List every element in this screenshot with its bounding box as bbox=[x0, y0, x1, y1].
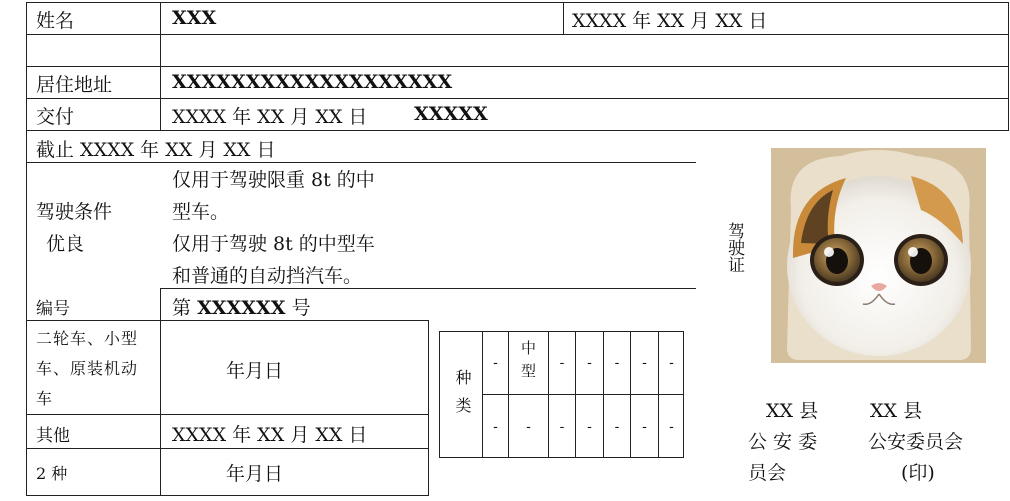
type-cell-r1-c1: - bbox=[493, 354, 498, 371]
type-cell-r2-c1: - bbox=[493, 418, 498, 435]
rule-1 bbox=[26, 34, 1009, 35]
motor-label-line-1: 二轮车、小型 bbox=[36, 329, 139, 348]
address-label: 居住地址 bbox=[36, 74, 113, 96]
cat-photo bbox=[771, 148, 986, 363]
type-cell-r2-c5: - bbox=[614, 418, 620, 435]
serial-number: XXXXXX bbox=[197, 297, 286, 319]
rule-7 bbox=[26, 320, 429, 321]
birth-date: XXXX 年 XX 月 XX 日 bbox=[572, 10, 768, 32]
conditions-line-4: 和普通的自动挡汽车。 bbox=[172, 265, 363, 287]
expiry-text: 截止 XXXX 年 XX 月 XX 日 bbox=[36, 139, 276, 161]
type-cell-r1-c7: - bbox=[669, 354, 674, 371]
serial-value bbox=[172, 293, 311, 320]
serial-suffix: 号 bbox=[291, 297, 311, 319]
type-cell-r2-c6: - bbox=[642, 418, 647, 435]
license-vertical-label: 驾驶证 bbox=[724, 222, 744, 273]
type-cell-r2-c7: - bbox=[669, 418, 674, 435]
type2-label: 2 种 bbox=[36, 464, 68, 483]
issuer-seal: (印) bbox=[901, 462, 935, 484]
rule-5 bbox=[26, 162, 696, 163]
conditions-line-2: 型车。 bbox=[172, 201, 230, 223]
type-grid-header: 种类 bbox=[453, 369, 472, 425]
issue-code: XXXXX bbox=[414, 103, 488, 125]
issue-label: 交付 bbox=[36, 106, 75, 128]
name-label: 姓名 bbox=[36, 10, 75, 32]
type-cell-r1-c6: - bbox=[642, 354, 647, 371]
name-value: XXX bbox=[172, 7, 217, 29]
border-left bbox=[26, 2, 27, 496]
col-sep-label-lower bbox=[160, 288, 161, 495]
issue-date: XXXX 年 XX 月 XX 日 bbox=[172, 106, 368, 128]
motor-date: 年月日 bbox=[226, 360, 284, 382]
border-top bbox=[26, 2, 1009, 3]
rule-4 bbox=[26, 130, 1009, 131]
motor-label-line-2: 车、原装机动 bbox=[36, 359, 139, 378]
conditions-line-3: 仅用于驾驶 8t 的中型车 bbox=[172, 233, 375, 255]
type-cell-r1-c5: - bbox=[614, 354, 620, 371]
rule-3 bbox=[26, 98, 1009, 99]
other-date: XXXX 年 XX 月 XX 日 bbox=[172, 424, 368, 446]
issuer-county-left: XX 县 bbox=[766, 400, 819, 422]
type-cell-r1-c3: - bbox=[559, 354, 565, 371]
rule-9 bbox=[26, 448, 429, 449]
conditions-rating: 优良 bbox=[46, 233, 85, 255]
conditions-label: 驾驶条件 bbox=[36, 201, 113, 223]
serial-label: 编号 bbox=[36, 299, 70, 319]
col-sep-label bbox=[160, 2, 161, 130]
issuer-county-right: XX 县 bbox=[870, 400, 923, 422]
type-cell-r2-c3: - bbox=[559, 418, 565, 435]
rule-2 bbox=[26, 66, 1009, 67]
col-sep-date bbox=[563, 2, 564, 34]
issuer-right-line-2: 公安委员会 bbox=[868, 431, 964, 453]
type-cell-r2-c2: - bbox=[526, 418, 531, 435]
type-cell-r1-c2-text: 中型 bbox=[519, 339, 537, 386]
other-label: 其他 bbox=[36, 426, 70, 446]
col-sep-category bbox=[428, 320, 429, 496]
type-cell-r2-c4: - bbox=[587, 418, 592, 435]
rule-8 bbox=[26, 414, 429, 415]
type-cell-r1-c4: - bbox=[587, 354, 592, 371]
rule-6 bbox=[160, 288, 696, 289]
cat-photo-drawing bbox=[771, 148, 986, 363]
issuer-left-line-2: 公 安 委 bbox=[748, 431, 818, 453]
border-bottom bbox=[26, 495, 429, 496]
type2-date: 年月日 bbox=[226, 463, 284, 485]
serial-prefix: 第 bbox=[172, 297, 192, 319]
conditions-line-1: 仅用于驾驶限重 8t 的中 bbox=[172, 169, 375, 191]
address-value: XXXXXXXXXXXXXXXXXXX bbox=[172, 71, 453, 93]
type-cell-r1-c2 bbox=[509, 331, 548, 394]
issuer-left-line-3: 员会 bbox=[748, 462, 787, 484]
motor-label-line-3: 车 bbox=[36, 389, 53, 408]
